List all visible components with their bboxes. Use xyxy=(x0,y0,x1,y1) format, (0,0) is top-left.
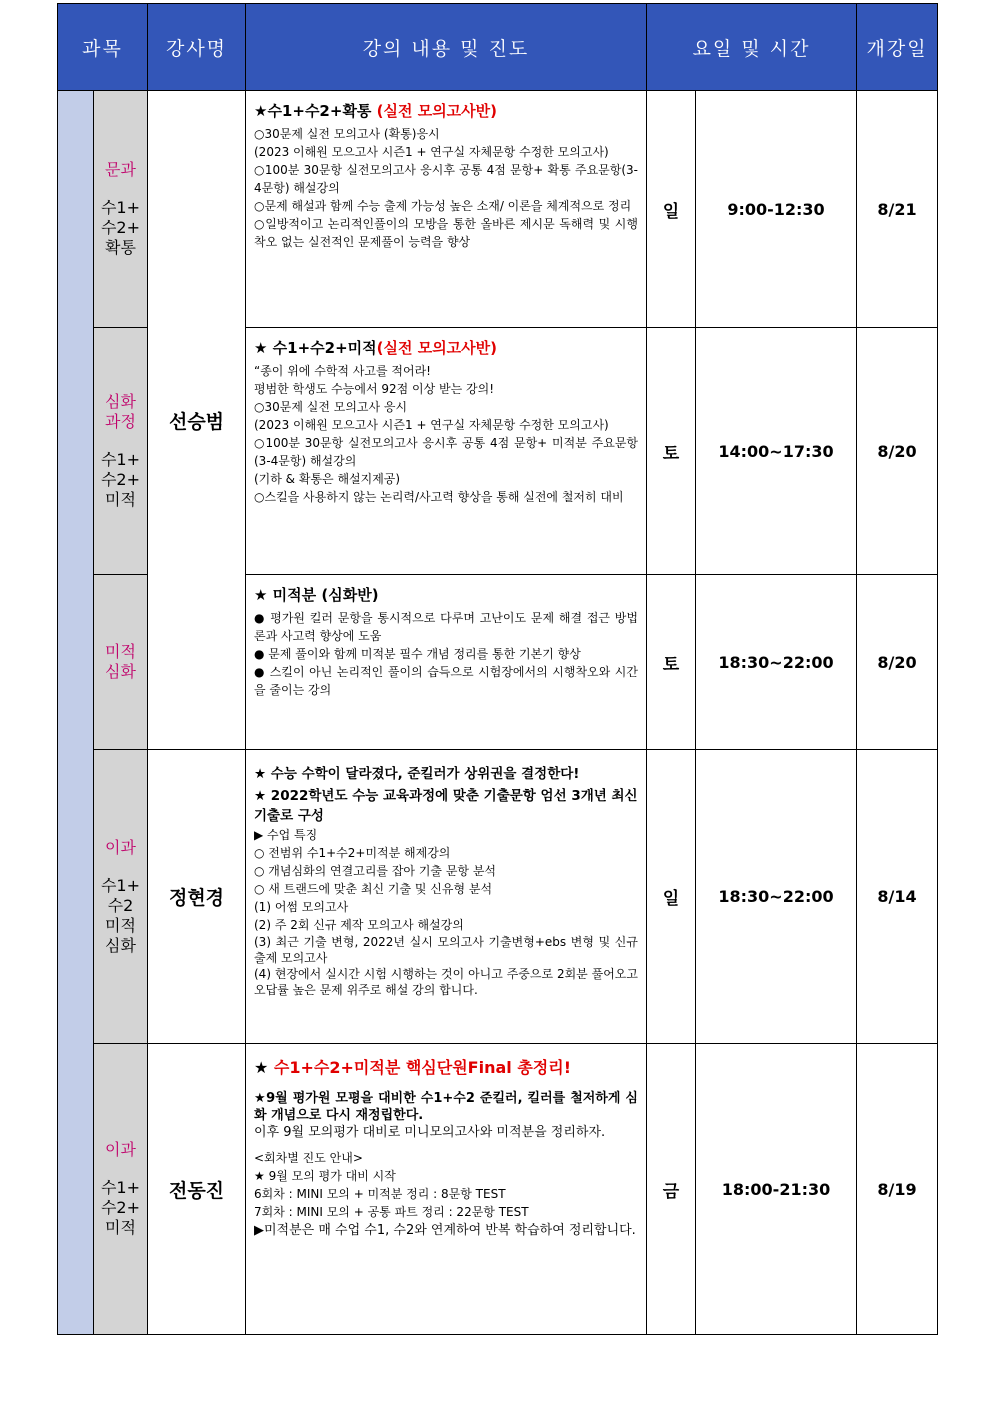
subject-course: 수2+ xyxy=(100,470,141,489)
time-cell: 18:00-21:30 xyxy=(696,1044,857,1335)
subject-course: 미적 xyxy=(105,915,136,935)
content-highlight: ★ 2022학년도 수능 교육과정에 맞춘 기출문항 엄선 3개년 최신 기출로 구성 xyxy=(254,788,638,824)
lecture-title: ★ 미적분 (심화반) xyxy=(254,586,379,604)
start-date-cell: 8/20 xyxy=(857,328,938,575)
start-date-cell: 8/14 xyxy=(857,750,938,1044)
start-date-cell: 8/20 xyxy=(857,575,938,750)
time-cell: 9:00-12:30 xyxy=(696,91,857,328)
subject-course: 수2+ xyxy=(100,218,141,237)
subject-course: 확통 xyxy=(105,238,136,257)
header-teacher: 강사명 xyxy=(148,4,246,91)
content-line: ○문제 해설과 함께 수능 출제 가능성 높은 소재/ 이론을 체계적으로 정리 xyxy=(254,199,632,213)
content-paragraph: 이후 9월 모의평가 대비로 미니모의고사와 미적분을 정리하자. xyxy=(254,1125,606,1140)
subject-cell xyxy=(94,750,148,1044)
content-line: (3) 최근 기출 변형, 2022년 실시 모의고사 기출변형+ebs 변형 및 신규 출제 모의고사 xyxy=(254,935,638,965)
subject-course: 수2 xyxy=(107,895,134,915)
subject-cell xyxy=(94,91,148,328)
table-row xyxy=(58,1044,938,1335)
content-line: (기하 & 확통은 해설지제공) xyxy=(254,472,401,486)
content-line: ● 스킬이 아닌 논리적인 풀이의 습득으로 시험장에서의 시행착오와 시간을 줄이는 강의 xyxy=(254,665,638,697)
lecture-title: ★ 수1+수2+미적(실전 모의고사반) xyxy=(254,339,498,357)
subject-track: 과정 xyxy=(105,412,136,431)
time-cell: 18:30~22:00 xyxy=(696,575,857,750)
table-row xyxy=(58,91,938,328)
subject-course: 수1+ xyxy=(100,450,141,469)
subject-course: 수1+ xyxy=(100,198,141,217)
day-cell: 토 xyxy=(647,575,696,750)
time-cell: 14:00~17:30 xyxy=(696,328,857,575)
header-schedule: 요일 및 시간 xyxy=(647,4,857,91)
lecture-content xyxy=(246,91,647,328)
subject-course: 미적 xyxy=(105,490,136,509)
subject-track: 문과 xyxy=(105,160,136,179)
content-line: 6회차 : MINI 모의 + 미적분 정리 : 8문항 TEST xyxy=(254,1187,506,1201)
subject-cell xyxy=(94,328,148,575)
side-band xyxy=(58,91,94,1335)
subject-track: 심화 xyxy=(105,392,136,411)
lecture-content xyxy=(246,575,647,750)
subject-track: 심화 xyxy=(105,662,136,681)
day-cell: 일 xyxy=(647,91,696,328)
day-cell: 금 xyxy=(647,1044,696,1335)
subject-track: 미적 xyxy=(105,642,136,661)
content-line: ○ 전범위 수1+수2+미적분 해제강의 xyxy=(254,846,451,860)
content-line: (4) 현장에서 실시간 시험 시행하는 것이 아니고 주중으로 2회분 풀어오고 오답률 높은 문제 위주로 해설 강의 합니다. xyxy=(254,967,638,997)
content-line: ▶ 수업 특징 xyxy=(254,828,318,842)
subject-course: 미적 xyxy=(105,1218,136,1237)
table-row xyxy=(58,750,938,1044)
content-line: ● 평가원 킬러 문항을 통시적으로 다루며 고난이도 문제 해결 접근 방법론과 사고력 향상에 도움 xyxy=(254,611,638,643)
content-line: ★ 9월 모의 평가 대비 시작 xyxy=(254,1169,396,1183)
content-line: “종이 위에 수학적 사고를 적어라! xyxy=(254,364,431,378)
subject-cell xyxy=(94,575,148,750)
lecture-title: ★ 수1+수2+미적분 핵심단원Final 총정리! xyxy=(254,1058,571,1077)
header-subject: 과목 xyxy=(58,4,148,91)
content-line: ○ 개념심화의 연결고리를 잡아 기출 문항 분석 xyxy=(254,864,497,878)
content-paragraph: ▶미적분은 매 수업 수1, 수2와 연계하여 반복 학습하여 정리합니다. xyxy=(254,1223,636,1238)
subject-course: 수2+ xyxy=(100,1198,141,1217)
day-cell: 일 xyxy=(647,750,696,1044)
content-line: ○일방적이고 논리적인풀이의 모방을 통한 올바른 제시문 독해력 및 시행착오 없는 실전적인 문제풀이 능력을 향상 xyxy=(254,217,638,249)
content-line: ● 문제 풀이와 함께 미적분 필수 개념 정리를 통한 기본기 향상 xyxy=(254,647,581,661)
header-row xyxy=(58,4,938,91)
teacher-name: 선승범 xyxy=(148,91,246,750)
content-paragraph: ★9월 평가원 모평을 대비한 수1+수2 준킬러, 킬러를 철저하게 심화 개념으로 다시 재정립한다. xyxy=(254,1091,638,1123)
teacher-name: 전동진 xyxy=(148,1044,246,1335)
subject-course: 수1+ xyxy=(100,875,141,895)
header-start-date: 개강일 xyxy=(857,4,938,91)
subject-track: 이과 xyxy=(105,1140,136,1159)
content-line: (2023 이해원 모으고사 시즌1 + 연구실 자체문항 수정한 모의고사) xyxy=(254,418,609,432)
subject-course: 심화 xyxy=(105,935,136,955)
time-cell: 18:30~22:00 xyxy=(696,750,857,1044)
day-cell: 토 xyxy=(647,328,696,575)
subject-track: 이과 xyxy=(105,837,136,857)
lecture-schedule-table xyxy=(57,3,938,1335)
content-line: (1) 어썸 모의고사 xyxy=(254,900,349,914)
teacher-name: 정현경 xyxy=(148,750,246,1044)
start-date-cell: 8/21 xyxy=(857,91,938,328)
content-line: (2023 이해원 모으고사 시즌1 + 연구실 자체문항 수정한 모의고사) xyxy=(254,145,609,159)
start-date-cell: 8/19 xyxy=(857,1044,938,1335)
subject-cell xyxy=(94,1044,148,1335)
content-line: 평범한 학생도 수능에서 92점 이상 받는 강의! xyxy=(254,382,495,396)
content-line: ○30문제 실전 모의고사 응시 xyxy=(254,400,408,414)
content-line: ○ 새 트랜드에 맞춘 최신 기출 및 신유형 분석 xyxy=(254,882,493,896)
lecture-content xyxy=(246,750,647,1044)
content-line: <회차별 진도 안내> xyxy=(254,1151,363,1165)
content-line: ○30문제 실전 모의고사 (확통)응시 xyxy=(254,127,440,141)
content-line: ○스킬을 사용하지 않는 논리력/사고력 향상을 통해 실전에 철저히 대비 xyxy=(254,490,624,504)
subject-course: 수1+ xyxy=(100,1178,141,1197)
content-line: ○100분 30문항 실전모의고사 응시후 공통 4점 문항+ 미적분 주요문항(3-4문항) 해설강의 xyxy=(254,436,638,468)
header-content: 강의 내용 및 진도 xyxy=(246,4,647,91)
content-line: ○100분 30문항 실전모의고사 응시후 공통 4점 문항+ 확통 주요문항(3-4문항) 해설강의 xyxy=(254,163,638,195)
content-highlight: ★ 수능 수학이 달라졌다, 준킬러가 상위권을 결정한다! xyxy=(254,766,580,782)
lecture-content xyxy=(246,1044,647,1335)
content-line: 7회차 : MINI 모의 + 공통 파트 정리 : 22문항 TEST xyxy=(254,1205,529,1219)
content-line: (2) 주 2회 신규 제작 모의고사 해설강의 xyxy=(254,918,464,932)
lecture-title: ★수1+수2+확통 (실전 모의고사반) xyxy=(254,102,498,120)
lecture-content xyxy=(246,328,647,575)
